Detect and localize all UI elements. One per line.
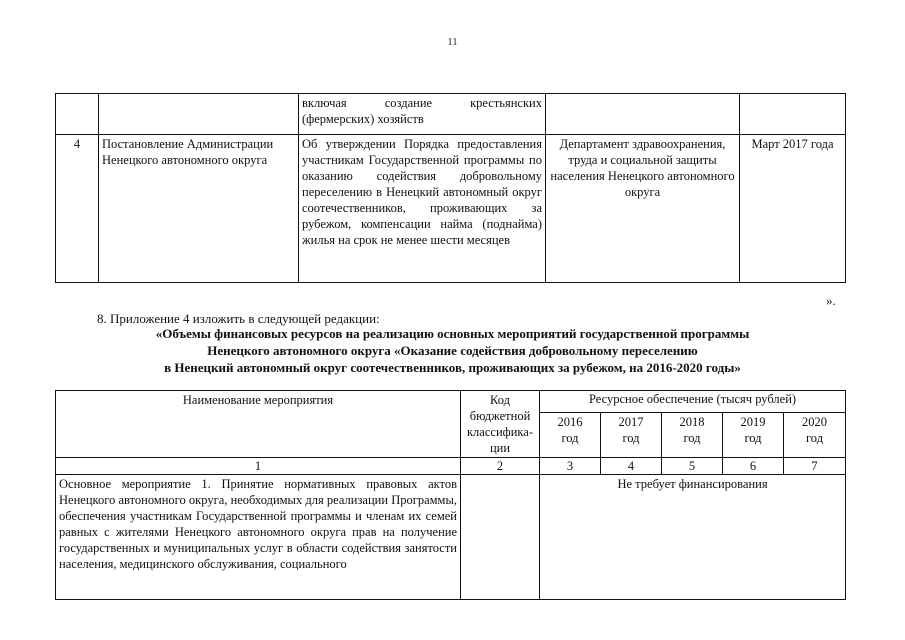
document-title: Об утверждении Порядка предоставления участникам Государственной программы по оказанию содействия добровольному переселению в Ненецкий автономный округ соотечественников, проживающих за рубежом, компенсации найма (поднайма) жилья на срок не менее шести месяцев <box>299 135 546 283</box>
funding-table <box>55 390 846 600</box>
funding-note: Не требует финансирования <box>540 475 846 600</box>
table-row <box>56 475 846 600</box>
header-resources: Ресурсное обеспечение (тысяч рублей) <box>540 391 846 413</box>
measures-table <box>55 93 846 283</box>
measure-description: Основное мероприятие 1. Принятие нормативных правовых актов Ненецкого автономного округа, необходимых для реализации Программы, обеспечения участникам Государственной программы и членам их семей равных с жителями Ненецкого автономного округа прав на получение государственных и муниципальных услуг в области содействия занятости населения, медицинского обслуживания, социального <box>56 475 461 600</box>
column-number: 5 <box>662 458 723 475</box>
header-year: 2018 год <box>662 412 723 457</box>
table-row <box>56 135 846 283</box>
heading-line: «Объемы финансовых ресурсов на реализацию основных мероприятий государственной программы <box>155 326 750 341</box>
column-number: 6 <box>723 458 784 475</box>
document-type <box>99 94 299 135</box>
header-year: 2020 год <box>784 412 846 457</box>
document-type: Постановление Администрации Ненецкого автономного округа <box>99 135 299 283</box>
document-title: включая создание крестьянских (фермерских) хозяйств <box>299 94 546 135</box>
budget-code <box>461 475 540 600</box>
column-number: 3 <box>540 458 601 475</box>
heading-line: Ненецкого автономного округа «Оказание содействия добровольному переселению <box>207 343 698 358</box>
responsible-body: Департамент здравоохранения, труда и социальной защиты населения Ненецкого автономного округа <box>546 135 740 283</box>
column-number: 1 <box>56 458 461 475</box>
header-year: 2017 год <box>601 412 662 457</box>
appendix-heading <box>80 325 825 376</box>
header-name: Наименование мероприятия <box>56 391 461 458</box>
column-number: 7 <box>784 458 846 475</box>
deadline: Март 2017 года <box>740 135 846 283</box>
row-number <box>56 94 99 135</box>
row-number: 4 <box>56 135 99 283</box>
closing-quote: ». <box>826 293 836 308</box>
page-number: 11 <box>447 36 458 48</box>
deadline <box>740 94 846 135</box>
column-number: 4 <box>601 458 662 475</box>
table-row <box>56 94 846 135</box>
header-year: 2016 год <box>540 412 601 457</box>
column-numbers-row <box>56 458 846 475</box>
column-number: 2 <box>461 458 540 475</box>
responsible-body <box>546 94 740 135</box>
header-code: Код бюджетной классифика-ции <box>461 391 540 458</box>
item-8-text: 8. Приложение 4 изложить в следующей редакции: <box>97 311 380 326</box>
header-row <box>56 391 846 413</box>
heading-line: в Ненецкий автономный округ соотечественников, проживающих за рубежом, на 2016-2020 годы» <box>164 360 741 375</box>
header-year: 2019 год <box>723 412 784 457</box>
